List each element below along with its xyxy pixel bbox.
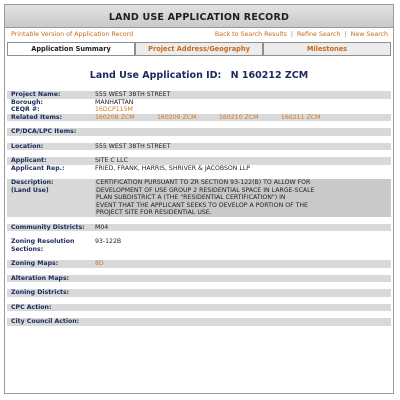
field-value: SITE C LLC [95,157,128,164]
link-bar [5,28,393,42]
field-value: FRIED, FRANK, HARRIS, SHRIVER & JACOBSON LLP [95,164,251,172]
field-label: Borough: [11,98,43,106]
tab-milestones[interactable]: Milestones [263,42,391,55]
spacer [7,121,391,128]
related-items-list [95,114,391,122]
field-row-related-items [7,114,391,122]
title-bar [5,5,393,28]
description-text [95,179,391,217]
field-row-zoning-districts [7,289,391,297]
field-value: 555 WEST 38TH STREET [95,142,171,150]
zoning-resolution-label: Zoning Resolution [11,238,75,245]
description-line: PLAN SUBDISTRICT A (THE "RESIDENTIAL CERTIFICATION") IN [95,194,391,202]
field-label: City Council Action: [11,318,80,325]
field-row-cp-dca-lpc [7,128,391,136]
field-label: Zoning Districts: [11,289,70,296]
field-value: 93-122B [95,238,122,245]
field-label [7,238,95,253]
new-search-link[interactable]: New Search [350,31,388,38]
spacer [7,150,391,157]
description-line: PROJECT SITE FOR RESIDENTIAL USE. [95,209,391,217]
related-item-link[interactable]: 160211 ZCM [280,113,321,121]
spacer [7,268,391,275]
link-separator: | [290,31,294,38]
spacer [7,172,391,179]
application-id-value: N 160212 ZCM [230,70,309,81]
field-row-applicant-rep [7,165,391,173]
field-label: Community Districts: [11,223,85,231]
description-line: CERTIFICATION PURSUANT TO ZR SECTION 93-122(B) TO ALLOW FOR [95,179,391,187]
field-row-alteration-maps [7,275,391,283]
field-row-location [7,143,391,151]
record-fields [7,91,391,326]
application-id-heading [5,70,393,81]
field-label: Project Name: [11,91,61,98]
field-value [95,304,391,312]
related-item-link[interactable]: 160208 ZCM [95,113,135,121]
field-row-community-districts [7,224,391,232]
record-window [4,4,394,394]
tab-application-summary[interactable]: Application Summary [7,42,135,55]
field-row-applicant [7,157,391,165]
field-value [95,128,391,136]
tab-project-address[interactable]: Project Address/Geography [135,42,263,55]
field-row-city-council-action [7,318,391,326]
printable-version-link[interactable]: Printable Version of Application Record [11,31,134,38]
tab-bar [7,42,391,56]
application-id-label: Land Use Application ID: [89,70,222,81]
field-label: Location: [11,142,44,150]
spacer [7,282,391,289]
field-label: Alteration Maps: [11,274,70,282]
field-row-project-name [7,91,391,99]
field-row-borough [7,99,391,107]
field-label: CP/DCA/LPC Items: [11,128,77,135]
field-label: Zoning Maps: [11,260,59,267]
field-label: CEQR #: [11,106,40,113]
zoning-map-link[interactable]: 8D [95,260,104,267]
field-value: M04 [95,223,109,231]
link-separator: | [344,31,347,38]
zoning-resolution-sublabel: Sections: [11,245,44,253]
field-row-cpc-action [7,304,391,312]
field-label: CPC Action: [11,303,52,311]
description-line: DEVELOPMENT OF USE GROUP 2 RESIDENTIAL SPACE IN LARGE-SCALE [95,187,391,195]
field-row-zoning-maps [7,260,391,268]
spacer [7,297,391,304]
field-label: Related Items: [11,113,63,121]
field-value [95,318,391,326]
back-to-results-link[interactable]: Back to Search Results [214,31,287,38]
page-title: LAND USE APPLICATION RECORD [108,12,290,23]
ceqr-link[interactable]: 16DCP115M [95,106,133,113]
field-value: MANHATTAN [95,98,134,106]
field-row-ceqr [7,106,391,114]
spacer [7,136,391,143]
field-label [7,179,95,217]
spacer [7,253,391,260]
field-row-description [7,179,391,217]
field-row-zoning-resolution [7,238,391,253]
spacer [7,217,391,224]
related-item-link[interactable]: 160209 ZCM [156,113,197,121]
spacer [7,311,391,318]
field-value: 555 WEST 38TH STREET [95,91,171,98]
spacer [7,231,391,238]
nav-links [215,31,388,38]
description-label: Description: [11,179,54,186]
description-line: EVENT THAT THE APPLICANT SEEKS TO DEVELOP A PORTION OF THE [95,202,391,210]
field-value [95,275,391,283]
description-sublabel: (Land Use) [11,186,49,194]
field-label: Applicant Rep.: [11,164,65,172]
field-value [95,289,391,297]
refine-search-link[interactable]: Refine Search [297,31,341,38]
field-label: Applicant: [11,157,47,164]
related-item-link[interactable]: 160210 ZCM [218,113,259,121]
